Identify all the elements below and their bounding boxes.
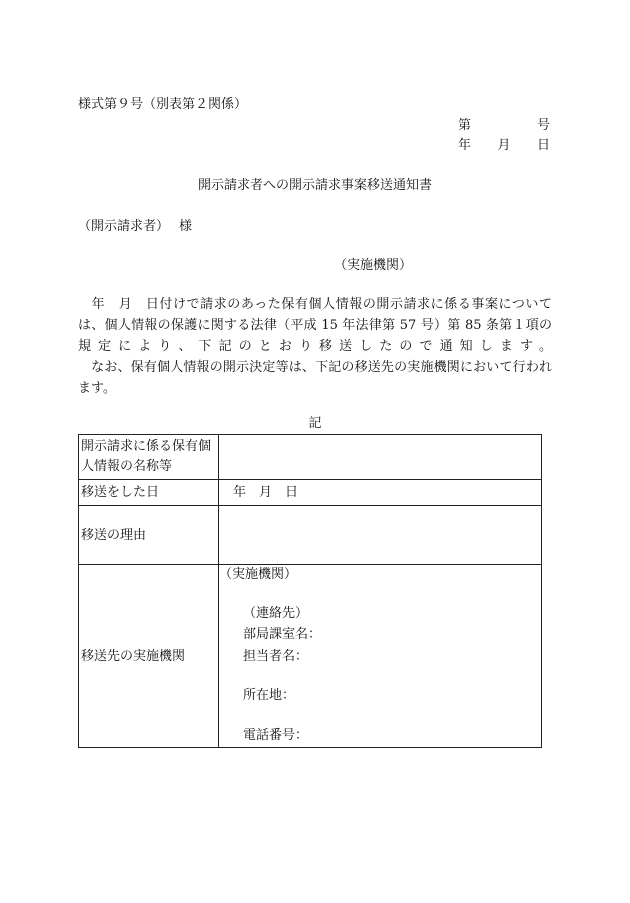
contact-person: 担当者名： — [243, 649, 309, 664]
info-name-value — [219, 435, 542, 480]
contact-phone: 電話番号： — [243, 728, 309, 743]
body-paragraph-1: 年 月 日付けで請求のあった保有個人情報の開示請求に係る事案については、個人情報の保護に関する法律（平成 15 年法律第 57 号）第 85 条第１項の規定により、下記のとおり移送したので通知します。 — [78, 297, 552, 354]
date-day: 日 — [536, 138, 550, 153]
transfer-reason-label: 移送の理由 — [79, 506, 219, 565]
ki-heading: 記 — [308, 416, 322, 431]
contact-dept: 部局課室名： — [243, 627, 322, 642]
recipient-label: （開示請求者） — [78, 219, 170, 234]
contact-block — [219, 565, 541, 747]
transfer-date-value: 年 月 日 — [219, 480, 542, 506]
destination-agency-label: 移送先の実施機関 — [79, 565, 219, 748]
body-text — [78, 294, 552, 399]
recipient-line — [78, 220, 192, 233]
number-prefix: 第 — [458, 118, 472, 133]
info-name-label: 開示請求に係る保有個 人情報の名称等 — [79, 435, 219, 480]
sender-agency: （実施機関） — [334, 258, 413, 273]
document-date-line — [458, 139, 550, 152]
form-number: 様式第９号（別表第２関係） — [78, 97, 248, 112]
table-row — [79, 480, 542, 506]
contact-address: 所在地： — [243, 688, 296, 703]
contact-agency: （実施機関） — [219, 567, 298, 582]
table-row — [79, 565, 542, 748]
transfer-date-label: 移送をした日 — [79, 480, 219, 506]
transfer-details-table — [78, 434, 542, 748]
recipient-honorific: 様 — [179, 219, 193, 234]
number-suffix: 号 — [536, 118, 550, 133]
contact-heading: （連絡先） — [243, 606, 309, 621]
destination-agency-value — [219, 565, 542, 748]
document-title: 開示請求者への開示請求事案移送通知書 — [197, 178, 432, 193]
transfer-reason-value — [219, 506, 542, 565]
body-paragraph-2: なお、保有個人情報の開示決定等は、下記の移送先の実施機関において行われます。 — [78, 360, 552, 396]
document-number-line — [458, 119, 550, 132]
date-month: 月 — [497, 138, 511, 153]
table-row — [79, 435, 542, 480]
date-year: 年 — [458, 138, 472, 153]
table-row — [79, 506, 542, 565]
